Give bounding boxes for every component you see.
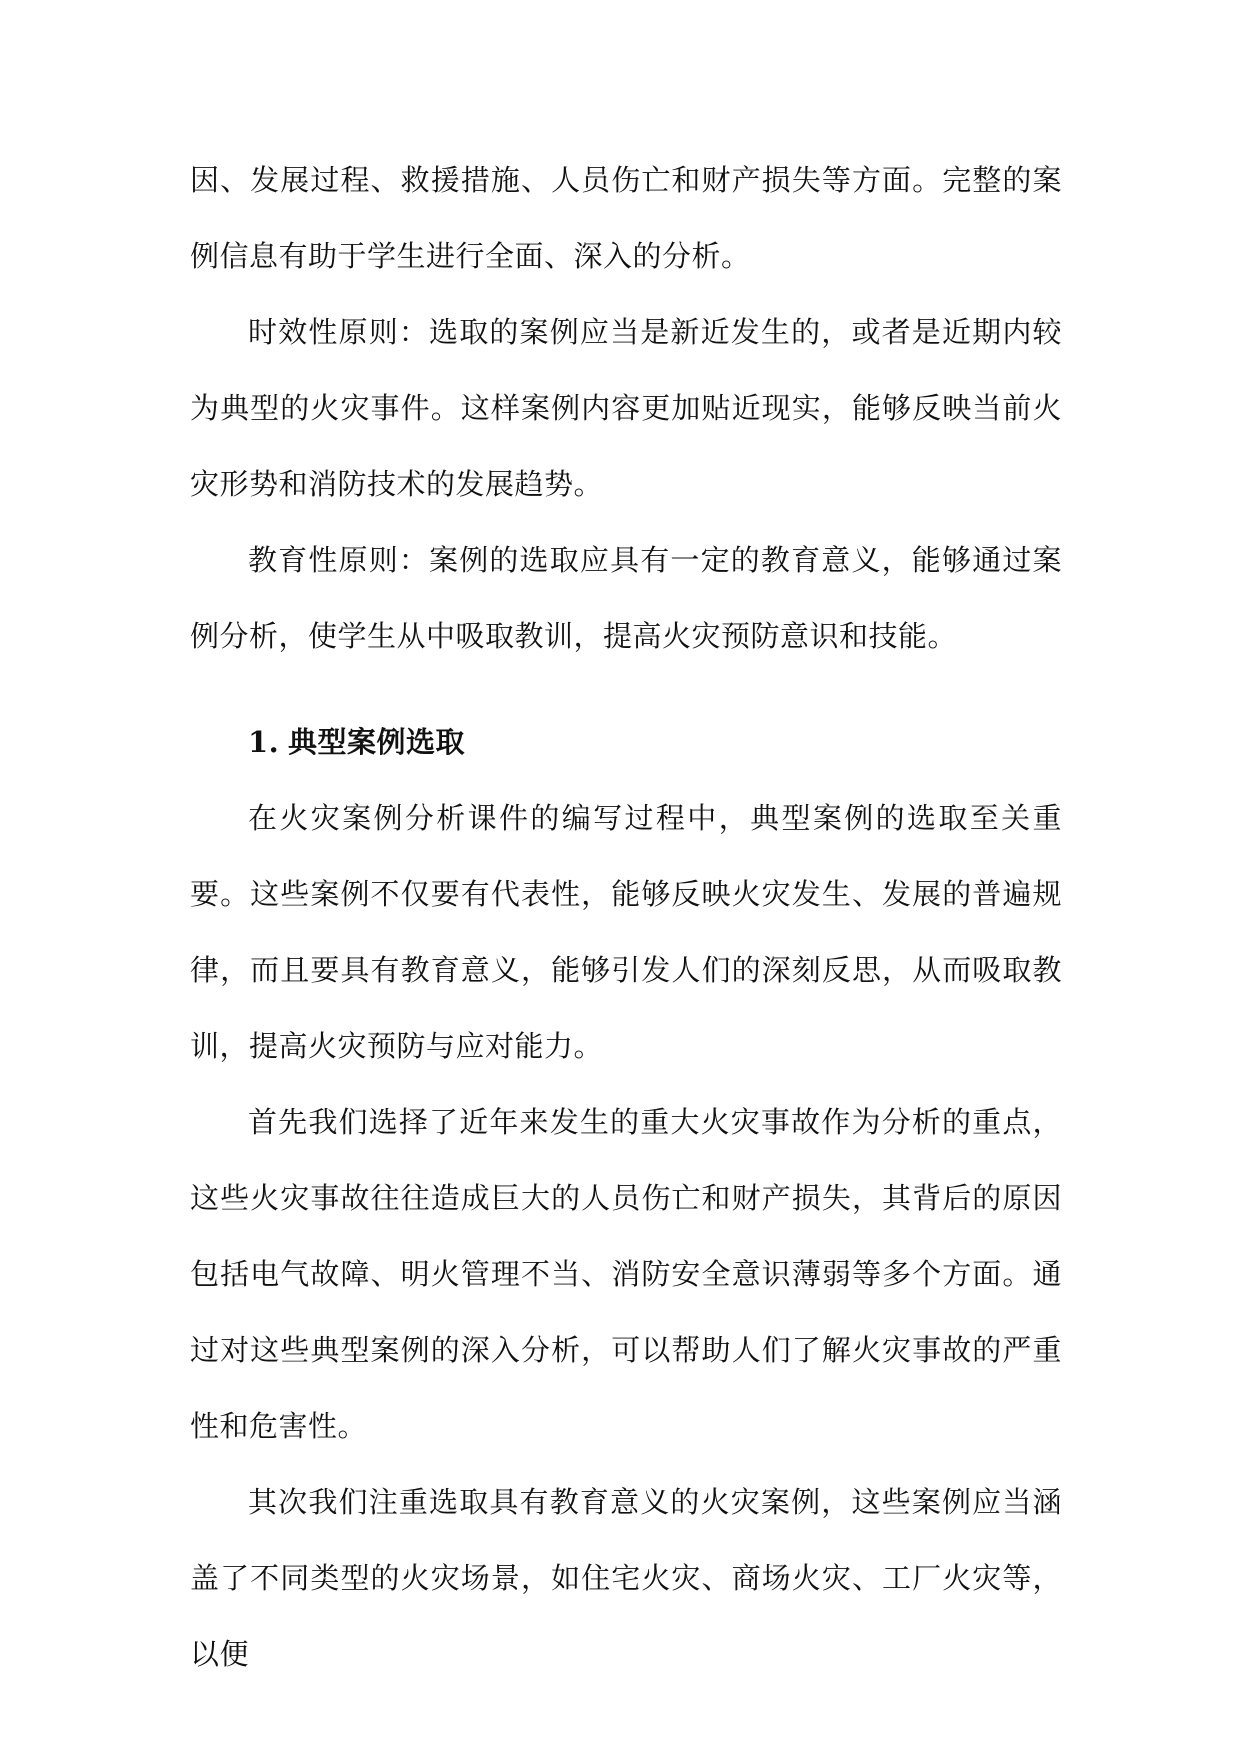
document-body	[190, 142, 1062, 1692]
paragraph-educational-principle: 教育性原则：案例的选取应具有一定的教育意义，能够通过案例分析，使学生从中吸取教训，提高火灾预防意识和技能。	[190, 543, 1062, 653]
paragraph-major-fires: 首先我们选择了近年来发生的重大火灾事故作为分析的重点，这些火灾事故往往造成巨大的人员伤亡和财产损失，其背后的原因包括电气故障、明火管理不当、消防安全意识薄弱等多个方面。通过对这些典型案例的深入分析，可以帮助人们了解火灾事故的严重性和危害性。	[190, 1105, 1062, 1443]
paragraph-continued: 因、发展过程、救援措施、人员伤亡和财产损失等方面。完整的案例信息有助于学生进行全面、深入的分析。	[190, 163, 1062, 273]
paragraph-case-selection-intro: 在火灾案例分析课件的编写过程中，典型案例的选取至关重要。这些案例不仅要有代表性，能够反映火灾发生、发展的普遍规律，而且要具有教育意义，能够引发人们的深刻反思，从而吸取教训，提高火灾预防与应对能力。	[190, 801, 1062, 1063]
paragraph-educational-cases: 其次我们注重选取具有教育意义的火灾案例，这些案例应当涵盖了不同类型的火灾场景，如住宅火灾、商场火灾、工厂火灾等，以便	[190, 1485, 1062, 1671]
section-number: 1.	[248, 725, 280, 759]
section-heading	[190, 704, 1062, 780]
section-title: 典型案例选取	[288, 725, 466, 759]
paragraph-timeliness-principle: 时效性原则：选取的案例应当是新近发生的，或者是近期内较为典型的火灾事件。这样案例内容更加贴近现实，能够反映当前火灾形势和消防技术的发展趋势。	[190, 315, 1062, 501]
